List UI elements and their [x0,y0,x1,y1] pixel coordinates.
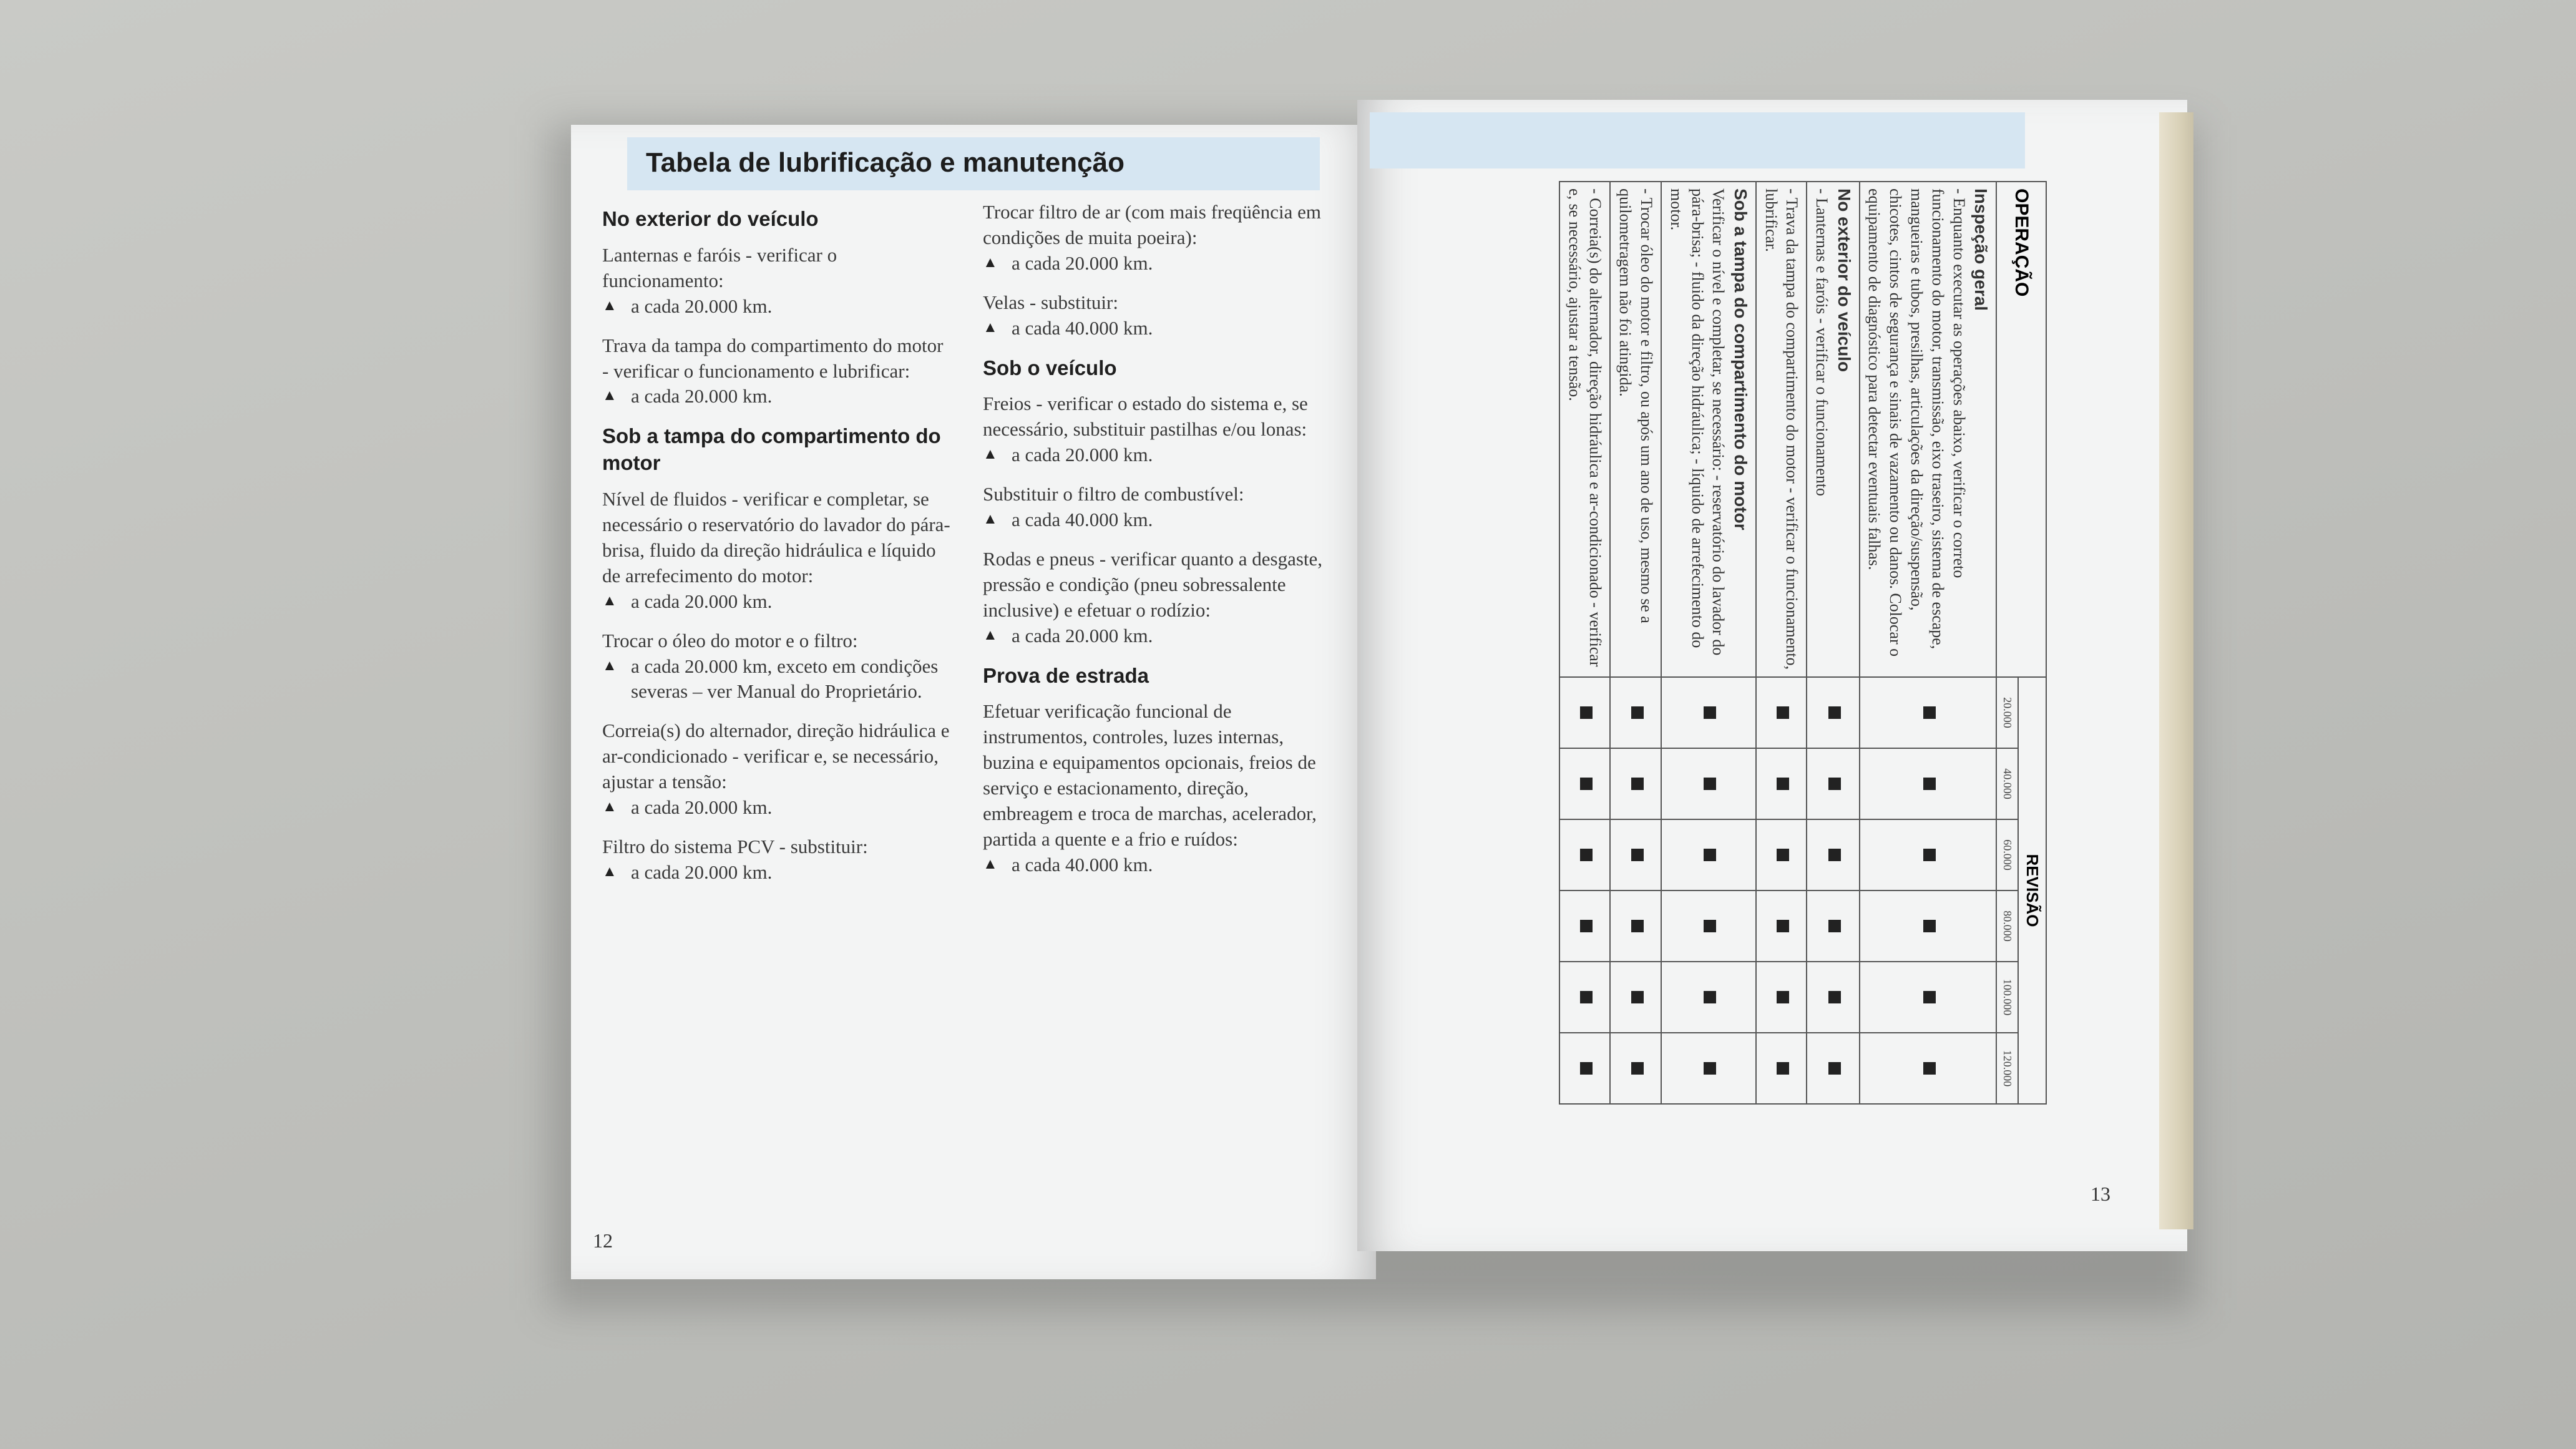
interval-item: ▲ a cada 20.000 km. [602,860,952,886]
left-page [571,125,1376,1279]
check-cell [1860,748,1996,819]
table-cell [1661,182,1756,677]
check-cell [1559,748,1611,819]
revision-header: REVISÃO [2018,677,2046,1104]
paragraph: Lanternas e faróis - verificar o funcionamento: [602,243,837,291]
check-mark-icon [1923,920,1936,932]
check-mark-icon [1704,778,1716,790]
paragraph: Trava da tampa do compartimento do motor - verificar o funcionamento e lubrificar: [602,334,944,382]
check-cell [1756,677,1807,748]
check-cell [1807,962,1859,1033]
check-cell [1559,962,1611,1033]
table-row [1860,182,1996,1104]
page-number: 12 [593,1229,613,1252]
check-cell [1860,819,1996,890]
check-cell [1661,1033,1756,1104]
check-cell [1661,677,1756,748]
check-mark-icon [1777,991,1789,1003]
check-cell [1756,962,1807,1033]
table-section-title: Sob a tampa do compartimento do motor [1730,188,1750,530]
check-cell [1610,1033,1661,1104]
check-mark-icon [1923,706,1936,719]
paragraph: Correia(s) do alternador, direção hidráulica e ar-condicionado - verificar e, se necessário, ajustar a tensão: [602,720,950,793]
check-mark-icon [1580,849,1593,861]
page-number: 13 [2091,1183,2110,1205]
check-cell [1756,890,1807,962]
check-mark-icon [1580,991,1593,1003]
interval-item: ▲ a cada 20.000 km. [602,589,952,615]
check-mark-icon [1631,991,1644,1003]
check-cell [1756,819,1807,890]
table-item: - Lanternas e faróis - verificar o funcionamento [1813,188,1832,497]
table-row [1559,182,1611,1104]
title-band [1370,112,2025,168]
maintenance-table [1559,181,2047,1105]
interval-item: ▲ a cada 20.000 km. [983,623,1332,649]
check-mark-icon [1580,920,1593,932]
paragraph: Freios - verificar o estado do sistema e, se necessário, substituir pastilhas e/ou lonas: [983,393,1308,441]
maintenance-table-rotated [1410,181,2047,1105]
right-column [983,200,1332,892]
check-cell [1610,748,1661,819]
check-mark-icon [1631,706,1644,719]
check-mark-icon [1828,920,1841,932]
check-cell [1860,890,1996,962]
check-mark-icon [1828,706,1841,719]
check-mark-icon [1923,991,1936,1003]
check-mark-icon [1580,1062,1593,1075]
table-item: - Enquanto executar as operações abaixo, verificar o correto funcionamento do motor, transmissão, eixo traseiro, sistema de escape, mangueiras e tubos, presilhas, articulações da direção/suspensão, chicotes, cintos de segurança e sinais de vazamento ou danos. Colocar o equipamento de diagnóstico para detectar eventuais falhas. [1865,188,1968,657]
check-cell [1661,962,1756,1033]
table-header-row [2018,182,2046,1104]
table-row [1756,182,1807,1104]
check-mark-icon [1704,991,1716,1003]
check-cell [1559,677,1611,748]
check-mark-icon [1828,991,1841,1003]
check-cell [1559,819,1611,890]
check-cell [1807,748,1859,819]
check-mark-icon [1923,778,1936,790]
check-cell [1661,890,1756,962]
paragraph: Nível de fluidos - verificar e completar, se necessário o reservatório do lavador do pára-brisa, fluido da direção hidráulica e líquido de arrefecimento do motor: [602,488,950,587]
check-mark-icon [1580,778,1593,790]
km-label: 20.000 [1996,677,2018,748]
check-mark-icon [1777,778,1789,790]
right-page [1357,100,2187,1251]
table-item: Verificar o nível e completar, se necessário: - reservatório do lavador do pára-brisa; - fluido da direção hidráulica; - líquido de arrefecimento do motor. [1667,188,1728,656]
page-title: Tabela de lubrificação e manutenção [646,147,1125,178]
paragraph: Filtro do sistema PCV - substituir: [602,835,868,857]
check-mark-icon [1923,1062,1936,1075]
paragraph: Trocar o óleo do motor e o filtro: [602,629,858,651]
table-item: - Trocar óleo do motor e filtro, ou após um ano de uso, mesmo se a quilometragem não foi atingida. [1610,182,1661,677]
check-mark-icon [1631,778,1644,790]
section-heading: Sob o veículo [983,356,1117,379]
check-mark-icon [1631,1062,1644,1075]
check-mark-icon [1580,706,1593,719]
check-mark-icon [1631,849,1644,861]
interval-item: ▲ a cada 20.000 km. [983,442,1332,468]
interval-item: ▲ a cada 40.000 km. [983,316,1332,341]
table-cell [1860,182,1996,677]
check-cell [1610,962,1661,1033]
table-cell [1807,182,1859,677]
check-cell [1807,677,1859,748]
table-section-title: Inspeção geral [1971,188,1991,311]
table-item: - Correia(s) do alternador, direção hidráulica e ar-condicionado - verificar e, se necessário, ajustar a tensão. [1559,182,1611,677]
paragraph: Rodas e pneus - verificar quanto a desgaste, pressão e condição (pneu sobressalente inclusive) e efetuar o rodízio: [983,547,1323,621]
check-cell [1860,962,1996,1033]
paragraph: Substituir o filtro de combustível: [983,483,1244,505]
check-mark-icon [1631,920,1644,932]
check-cell [1807,890,1859,962]
operation-header: OPERAÇÃO [1996,182,2046,677]
check-cell [1610,890,1661,962]
check-cell [1860,1033,1996,1104]
interval-item: ▲ a cada 20.000 km. [602,384,952,409]
check-cell [1807,819,1859,890]
table-item: - Trava da tampa do compartimento do motor - verificar o funcionamento, lubrificar. [1756,182,1807,677]
check-mark-icon [1828,778,1841,790]
check-cell [1756,748,1807,819]
interval-item: ▲ a cada 40.000 km. [983,507,1332,533]
check-mark-icon [1923,849,1936,861]
table-row [1610,182,1661,1104]
interval-item: ▲ a cada 40.000 km. [983,852,1332,878]
check-cell [1661,819,1756,890]
interval-item: ▲ a cada 20.000 km. [983,251,1332,276]
interval-item: ▲ a cada 20.000 km. [602,294,952,320]
check-mark-icon [1777,1062,1789,1075]
paragraph: Velas - substituir: [983,291,1118,313]
page-edges [2159,112,2193,1229]
check-mark-icon [1777,920,1789,932]
check-mark-icon [1704,920,1716,932]
interval-item: ▲ a cada 20.000 km. [602,795,952,821]
interval-item: ▲ a cada 20.000 km, exceto em condições severas – ver Manual do Proprietário. [602,654,952,705]
table-row [1807,182,1859,1104]
section-heading: Prova de estrada [983,663,1149,687]
check-cell [1559,1033,1611,1104]
check-mark-icon [1704,1062,1716,1075]
paragraph: Trocar filtro de ar (com mais freqüência em condições de muita poeira): [983,201,1322,248]
check-mark-icon [1828,849,1841,861]
check-cell [1610,677,1661,748]
table-row [1661,182,1756,1104]
left-column [602,206,952,899]
check-cell [1860,677,1996,748]
paragraph: Efetuar verificação funcional de instrumentos, controles, luzes internas, buzina e equipamentos opcionais, freios de serviço e estacionamento, direção, embreagem e troca de marchas, acelerador, partida a quente e a frio e ruídos: [983,700,1317,850]
check-mark-icon [1828,1062,1841,1075]
table-section-title: No exterior do veículo [1834,188,1854,373]
check-mark-icon [1704,849,1716,861]
check-cell [1756,1033,1807,1104]
km-label: 100.000 [1996,962,2018,1033]
check-mark-icon [1777,706,1789,719]
check-cell [1559,890,1611,962]
km-label: 60.000 [1996,819,2018,890]
km-label: 40.000 [1996,748,2018,819]
km-label: 80.000 [1996,890,2018,962]
section-heading: No exterior do veículo [602,207,819,230]
check-cell [1807,1033,1859,1104]
check-mark-icon [1704,706,1716,719]
check-cell [1661,748,1756,819]
section-heading: Sob a tampa do compartimento do motor [602,424,941,475]
check-mark-icon [1777,849,1789,861]
km-label: 120.000 [1996,1033,2018,1104]
check-cell [1610,819,1661,890]
